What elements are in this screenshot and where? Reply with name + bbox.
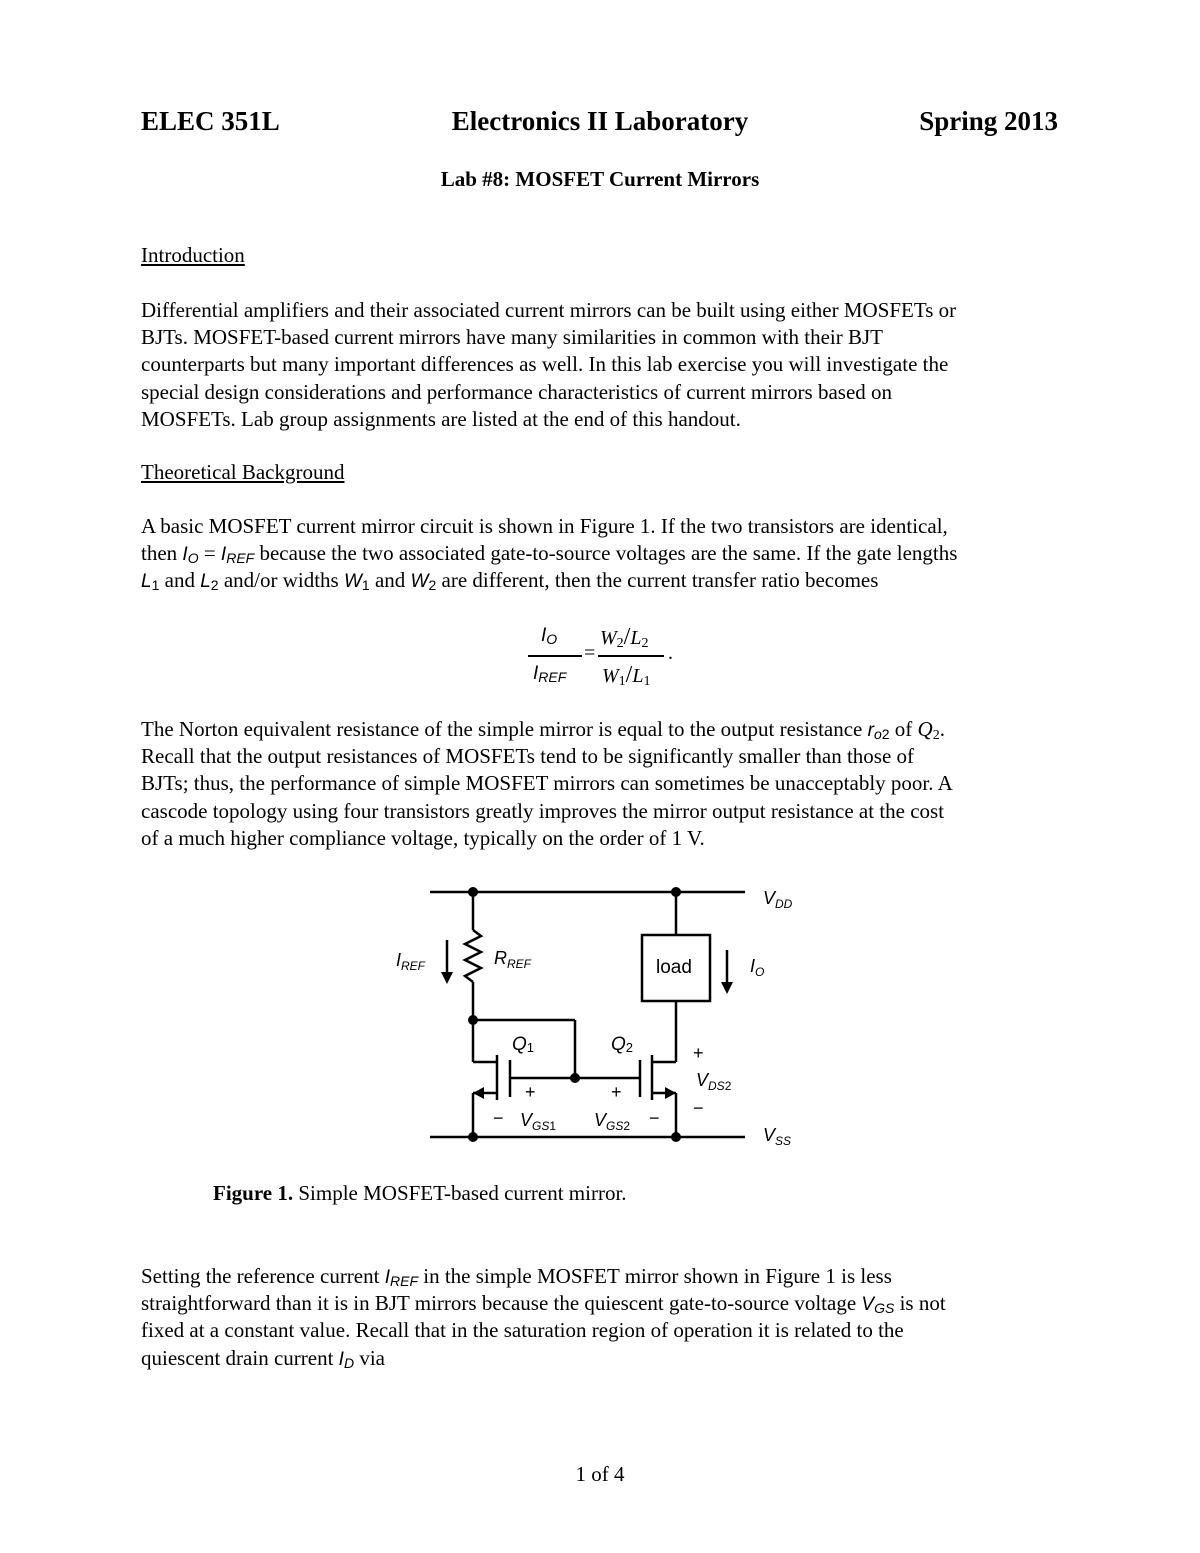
theory-line: of a much higher compliance voltage, typically on the order of 1 V. <box>141 825 705 850</box>
current-mirror-schematic <box>396 870 840 1160</box>
text-fragment: straightforward than it is in BJT mirrors because the quiescent gate-to-source voltage <box>141 1291 857 1316</box>
label-plus-vgs2: + <box>611 1082 622 1102</box>
intro-line: MOSFETs. Lab group assignments are listed at the end of this handout. <box>141 406 741 431</box>
text-fragment: The Norton equivalent resistance of the simple mirror is equal to the output resistance <box>141 717 863 741</box>
intro-line: Differential amplifiers and their associated current mirrors can be built using either MOSFETs or <box>141 298 957 322</box>
text-fragment: quiescent drain current <box>141 1345 334 1370</box>
junction-dot <box>468 1015 478 1025</box>
symbol-w2: W2 <box>410 571 437 594</box>
label-vdd: $V_{DD}$ <box>763 888 793 911</box>
text-fragment: Setting the reference current <box>141 1264 380 1288</box>
page-number: 1 of 4 <box>575 1462 625 1486</box>
eq-denominator-left: IREF <box>533 663 567 685</box>
junction-dot <box>570 1073 580 1083</box>
label-minus-vgs1: − <box>493 1108 504 1128</box>
eq-fraction-bar <box>528 655 582 657</box>
label-q1: Q1 <box>512 1034 535 1055</box>
text-fragment: and <box>374 568 406 593</box>
text-fragment: in the simple MOSFET mirror shown in Figure 1 is less <box>423 1264 892 1288</box>
symbol-iref: IREF <box>384 1267 418 1289</box>
intro-line: BJTs. MOSFET-based current mirrors have many similarities in common with their BJT <box>141 325 883 350</box>
label-plus-vgs1: + <box>525 1082 536 1102</box>
intro-line: special design considerations and performance characteristics of current mirrors based on <box>141 379 893 404</box>
symbol-id: ID <box>338 1348 355 1371</box>
eq-numerator-left: IO <box>541 625 558 647</box>
intro-paragraph <box>141 297 1071 433</box>
eq-period: . <box>668 642 673 664</box>
label-minus-vgs2: − <box>649 1108 660 1128</box>
label-vss: $V_{SS}$ <box>763 1125 792 1148</box>
text-fragment: and/or widths <box>223 568 339 593</box>
junction-dot <box>468 887 478 897</box>
theory-line <box>141 567 1071 594</box>
eq-equals: = <box>584 642 596 664</box>
lab-title: Lab #8: MOSFET Current Mirrors <box>440 167 760 191</box>
junction-dot <box>671 1132 681 1142</box>
label-vgs1: $V_{GS}1$ <box>520 1110 557 1133</box>
symbol-q2: Q <box>917 717 933 741</box>
theory-line: cascode topology using four transistors greatly improves the mirror output resistance at the cost <box>141 798 945 823</box>
symbol-vgs: VGS <box>861 1294 895 1317</box>
theory-line: A basic MOSFET current mirror circuit is shown in Figure 1. If the two transistors are identical, <box>141 514 948 538</box>
symbol-w1: W1 <box>343 571 370 594</box>
eq-numerator-right: W2/L2 <box>600 624 649 651</box>
symbol-l2: L2 <box>200 571 219 594</box>
symbol-iref: IREF <box>220 544 255 567</box>
label-io: $I_O$ <box>750 956 765 979</box>
term: Spring 2013 <box>919 106 1058 136</box>
junction-dot <box>671 887 681 897</box>
label-q2: Q2 <box>611 1034 634 1055</box>
text-fragment: because the two associated gate-to-source voltages are the same. If the gate lengths <box>259 541 958 566</box>
figure-caption <box>213 1181 627 1206</box>
intro-heading: Introduction <box>141 243 245 267</box>
theory-line <box>141 1290 1071 1317</box>
text-fragment: is not <box>899 1291 946 1316</box>
theory-line <box>141 540 1071 567</box>
theory-paragraph-2 <box>141 716 1071 852</box>
label-minus-vds2: − <box>693 1098 704 1118</box>
theory-paragraph-1 <box>141 513 1071 595</box>
symbol-io: IO <box>182 544 199 567</box>
junction-dot <box>468 1132 478 1142</box>
course-title: Electronics II Laboratory <box>451 106 749 136</box>
caption-text: Simple MOSFET-based current mirror. <box>298 1181 627 1205</box>
theory-line <box>141 1345 1071 1372</box>
label-vds2: $V_{DS}2$ <box>696 1070 732 1093</box>
text-fragment: of <box>894 717 913 741</box>
eq-fraction-bar <box>598 655 664 657</box>
label-rref: $R_{REF}$ <box>494 948 531 971</box>
theory-line <box>141 1263 1071 1290</box>
course-code: ELEC 351L <box>141 106 280 136</box>
label-load: load <box>656 957 692 978</box>
equals-sign: = <box>203 541 216 566</box>
eq-denominator-right: W1/L1 <box>602 662 651 689</box>
theory-line: Recall that the output resistances of MOSFETs tend to be significantly smaller than those of <box>141 744 915 769</box>
intro-line: counterparts but many important differences as well. In this lab exercise you will investigate the <box>141 352 949 377</box>
label-iref: $I_{REF}$ <box>396 950 426 973</box>
theory-line: fixed at a constant value. Recall that in the saturation region of operation it is related to the <box>141 1318 904 1343</box>
symbol-ro2: ro2 <box>867 720 890 742</box>
theory-line: The Norton equivalent resistance of the simple mirror is equal to the output resistance ro2 of Q2. <box>141 717 945 743</box>
text-fragment: and <box>164 568 195 593</box>
theory-line: BJTs; thus, the performance of simple MOSFET mirrors can sometimes be unacceptably poor. A <box>141 771 953 796</box>
theory-paragraph-3 <box>141 1263 1071 1372</box>
resistor-rref <box>465 930 481 982</box>
text-fragment: via <box>359 1345 385 1370</box>
text-fragment: then <box>141 541 178 566</box>
text-fragment: are different, then the current transfer ratio becomes <box>441 568 879 593</box>
theory-heading: Theoretical Background <box>141 460 345 484</box>
caption-label: Figure 1. <box>213 1181 294 1205</box>
label-vgs2: $V_{GS}2$ <box>594 1110 631 1133</box>
symbol-l1: L1 <box>141 571 160 594</box>
label-plus-vds2: + <box>693 1043 704 1063</box>
